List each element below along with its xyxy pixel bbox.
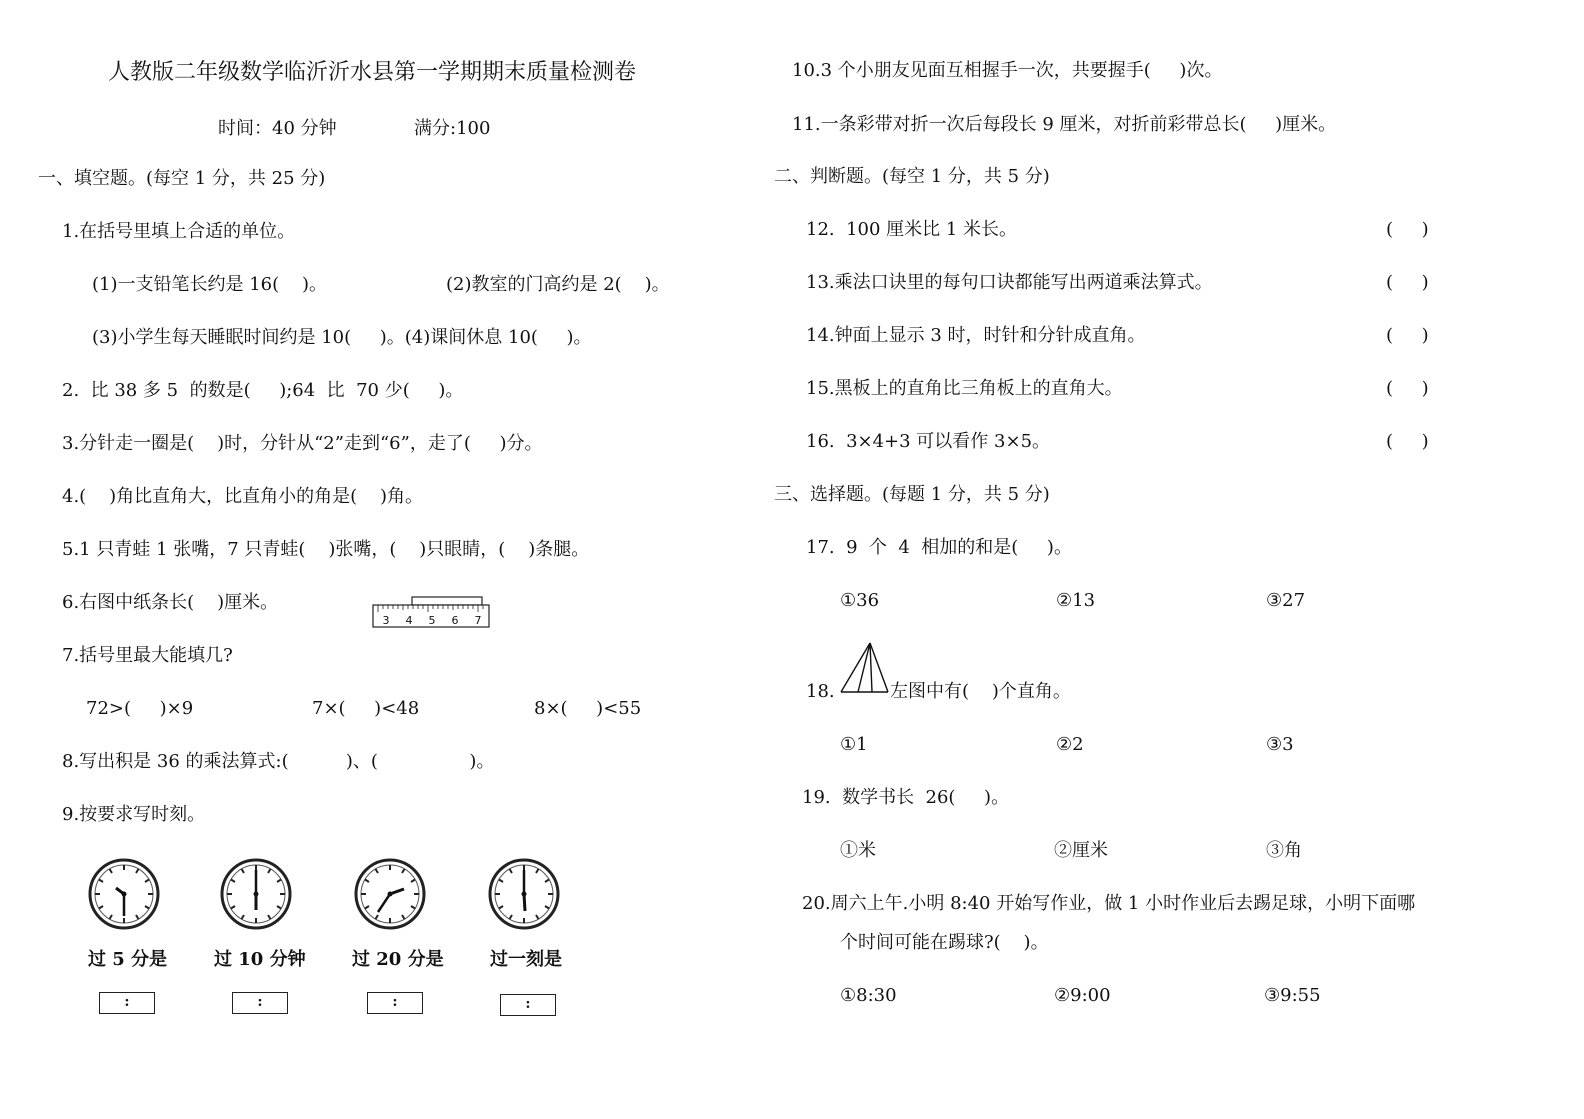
question-3: 3.分针走一圈是( )时，分针从“2”走到“6”，走了( )分。 — [62, 433, 543, 454]
question-2: 2. 比 38 多 5 的数是( );64 比 70 少( )。 — [62, 380, 464, 401]
q19-option-1[interactable]: ①米 — [840, 840, 876, 861]
q17-option-3[interactable]: ③27 — [1266, 590, 1306, 611]
question-7: 7.括号里最大能填几? — [62, 645, 233, 666]
ruler-tick-4: 4 — [405, 614, 413, 627]
section2-heading: 二、判断题。(每空 1 分，共 5 分) — [774, 166, 1050, 187]
question-1a: (1)一支铅笔长约是 16( )。 — [92, 274, 328, 295]
question-7b: 7×( )<48 — [312, 698, 420, 719]
time-answer-box-3[interactable]: : — [367, 992, 423, 1014]
question-9: 9.按要求写时刻。 — [62, 804, 206, 825]
question-1c: (3)小学生每天睡眠时间约是 10( )。(4)课间休息 10( )。 — [92, 327, 592, 348]
judge-paren-14[interactable]: ( ) — [1386, 325, 1429, 346]
ruler-tick-7: 7 — [474, 614, 482, 627]
question-11: 11.一条彩带对折一次后每段长 9 厘米，对折前彩带总长( )厘米。 — [792, 114, 1337, 135]
question-18-number: 18. — [806, 681, 835, 702]
question-8: 8.写出积是 36 的乘法算式:( )、( )。 — [62, 751, 495, 772]
time-answer-box-2[interactable]: : — [232, 992, 288, 1014]
question-7a: 72>( )×9 — [86, 698, 194, 719]
question-13: 13.乘法口诀里的每句口诀都能写出两道乘法算式。 — [806, 272, 1213, 293]
question-1b: (2)教室的门高约是 2( )。 — [446, 274, 670, 295]
q20-option-3[interactable]: ③9:55 — [1264, 985, 1321, 1006]
clock-face-4 — [488, 858, 560, 930]
time-answer-box-4[interactable]: : — [500, 994, 556, 1016]
q18-option-3[interactable]: ③3 — [1266, 734, 1294, 755]
ruler-figure — [372, 596, 492, 630]
triangle-figure — [840, 642, 890, 694]
q18-option-1[interactable]: ①1 — [840, 734, 868, 755]
q17-option-1[interactable]: ①36 — [840, 590, 880, 611]
time-answer-box-1[interactable]: : — [99, 992, 155, 1014]
question-20-line2: 个时间可能在踢球?( )。 — [840, 932, 1049, 953]
judge-paren-12[interactable]: ( ) — [1386, 219, 1429, 240]
ruler-tick-3: 3 — [382, 614, 390, 627]
judge-paren-16[interactable]: ( ) — [1386, 431, 1429, 452]
question-10: 10.3 个小朋友见面互相握手一次，共要握手( )次。 — [792, 60, 1223, 81]
q20-option-1[interactable]: ①8:30 — [840, 985, 897, 1006]
clock-caption-2: 过 10 分钟 — [214, 949, 306, 970]
section1-heading: 一、填空题。(每空 1 分，共 25 分) — [38, 168, 326, 189]
question-5: 5.1 只青蛙 1 张嘴，7 只青蛙( )张嘴，( )只眼睛，( )条腿。 — [62, 539, 590, 560]
question-19: 19. 数学书长 26( )。 — [802, 787, 1010, 808]
clock-face-2 — [220, 858, 292, 930]
question-1: 1.在括号里填上合适的单位。 — [62, 221, 296, 242]
question-6: 6.右图中纸条长( )厘米。 — [62, 592, 279, 613]
q19-option-2[interactable]: ②厘米 — [1054, 840, 1108, 861]
question-16: 16. 3×4+3 可以看作 3×5。 — [806, 431, 1051, 452]
q20-option-2[interactable]: ②9:00 — [1054, 985, 1111, 1006]
question-15: 15.黑板上的直角比三角板上的直角大。 — [806, 378, 1123, 399]
question-20-line1: 20.周六上午.小明 8:40 开始写作业，做 1 小时作业后去踢足球，小明下面哪 — [802, 893, 1416, 914]
clock-caption-1: 过 5 分是 — [88, 949, 168, 970]
question-12: 12. 100 厘米比 1 米长。 — [806, 219, 1018, 240]
question-7c: 8×( )<55 — [534, 698, 642, 719]
question-14: 14.钟面上显示 3 时，时针和分针成直角。 — [806, 325, 1146, 346]
score-label: 满分:100 — [414, 118, 491, 139]
clock-caption-3: 过 20 分是 — [352, 949, 444, 970]
clock-face-1 — [88, 858, 160, 930]
question-4: 4.( )角比直角大，比直角小的角是( )角。 — [62, 486, 424, 507]
q18-option-2[interactable]: ②2 — [1056, 734, 1084, 755]
clock-face-3 — [354, 858, 426, 930]
judge-paren-15[interactable]: ( ) — [1386, 378, 1429, 399]
page-title: 人教版二年级数学临沂沂水县第一学期期末质量检测卷 — [108, 60, 637, 85]
ruler-tick-6: 6 — [451, 614, 459, 627]
clock-caption-4: 过一刻是 — [490, 949, 562, 970]
question-17: 17. 9 个 4 相加的和是( )。 — [806, 537, 1072, 558]
time-label: 时间：40 分钟 — [218, 118, 337, 139]
section3-heading: 三、选择题。(每题 1 分，共 5 分) — [774, 484, 1050, 505]
judge-paren-13[interactable]: ( ) — [1386, 272, 1429, 293]
question-18: 左图中有( )个直角。 — [890, 681, 1071, 702]
ruler-tick-5: 5 — [428, 614, 436, 627]
q17-option-2[interactable]: ②13 — [1056, 590, 1096, 611]
q19-option-3[interactable]: ③角 — [1266, 840, 1302, 861]
